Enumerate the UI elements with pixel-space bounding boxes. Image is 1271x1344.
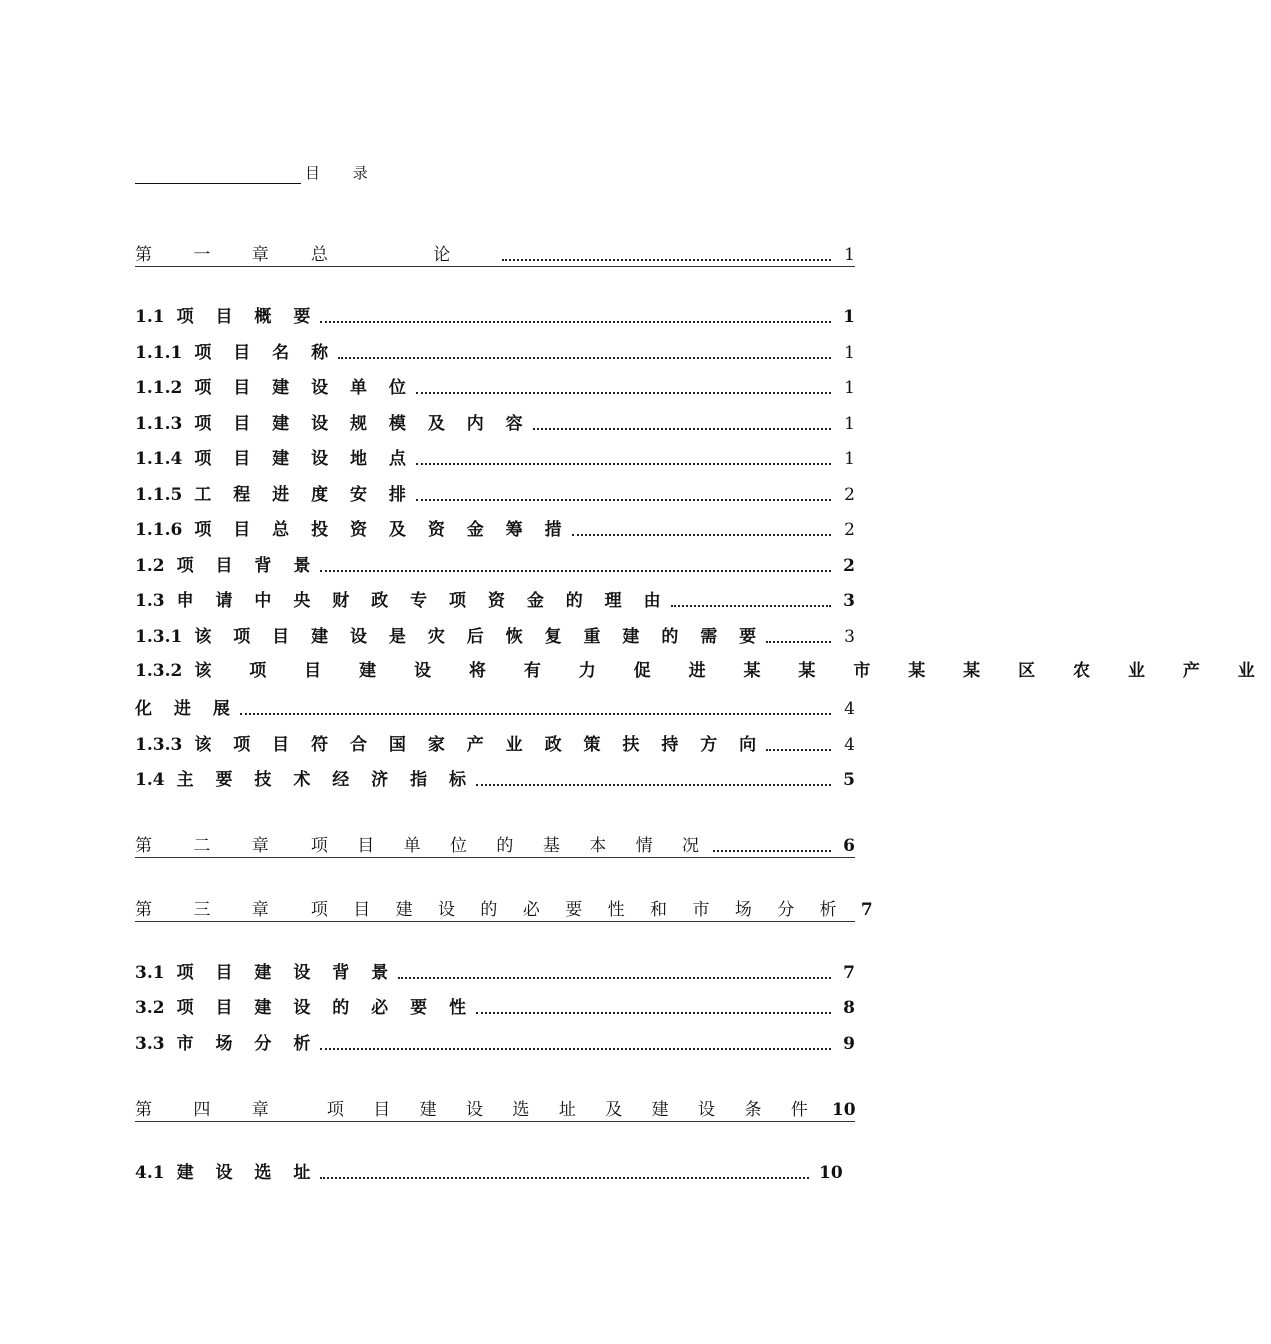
toc-entry-1-1-1[interactable] [135,340,855,364]
page-number: 1 [844,343,855,363]
toc-entry-1-1[interactable] [135,304,855,328]
toc-entry-1-1-4[interactable] [135,446,855,470]
entry-label: 化 进 展 [135,699,238,719]
dot-leader [416,391,831,394]
page-number: 1 [844,378,855,398]
chapter-label: 第 四 章 项 目 建 设 选 址 及 建 设 条 件 [135,1100,820,1120]
toc-entry-chapter-4[interactable] [135,1095,855,1122]
toc-header [135,162,382,184]
entry-label: 1.1 项 目 概 要 [135,307,319,327]
dot-leader [766,640,831,643]
toc-entry-1-3[interactable] [135,588,855,612]
toc-entry-1-4[interactable] [135,767,855,791]
page-number: 7 [860,900,873,920]
entry-label: 4.1 建 设 选 址 [135,1163,319,1183]
dot-leader [240,712,831,715]
toc-entry-4-1[interactable] [135,1160,855,1184]
page-number: 1 [844,245,855,265]
toc-entry-1-1-6[interactable] [135,517,855,541]
entry-label: 1.3.1 该 项 目 建 设 是 灾 后 恢 复 重 建 的 需 要 [135,627,765,647]
chapter-label: 第 三 章 项 目 建 设 的 必 要 性 和 市 场 分 析 [135,900,847,920]
page-number: 3 [843,591,855,611]
toc-entry-1-1-2[interactable] [135,375,855,399]
chapter-label: 第 一 章 总 论 [135,245,501,265]
entry-label: 1.3.3 该 项 目 符 合 国 家 产 业 政 策 扶 持 方 向 [135,735,765,755]
toc-entry-1-3-2-line1[interactable]: 1.3.2 该 项 目 建 设 将 有 力 促 进 某 某 市 某 某 区 农 业 产 业 [135,661,1271,681]
page-number: 1 [843,307,855,327]
page-number: 5 [843,770,855,790]
dot-leader [533,427,831,430]
toc-entry-1-1-5[interactable] [135,482,855,506]
entry-label: 1.2 项 目 背 景 [135,556,319,576]
dot-leader [416,498,831,501]
dot-leader [671,604,831,607]
dot-leader [502,258,831,261]
page-number: 1 [844,414,855,434]
dot-leader [766,748,831,751]
entry-label: 1.3 申 请 中 央 财 政 专 项 资 金 的 理 由 [135,591,669,611]
dot-leader [416,462,831,465]
toc-entry-3-3[interactable] [135,1031,855,1055]
page-number: 3 [844,627,855,647]
toc-entry-1-1-3[interactable] [135,411,855,435]
entry-label: 1.1.4 项 目 建 设 地 点 [135,449,414,469]
dot-leader [320,1176,809,1179]
toc-entry-1-2[interactable] [135,553,855,577]
page-number: 10 [819,1163,843,1183]
entry-label: 3.1 项 目 建 设 背 景 [135,963,397,983]
toc-entry-3-2[interactable] [135,995,855,1019]
toc-entry-chapter-3[interactable] [135,895,873,922]
entry-label: 1.1.1 项 目 名 称 [135,343,337,363]
entry-label: 1.4 主 要 技 术 经 济 指 标 [135,770,475,790]
toc-entry-3-1[interactable] [135,960,855,984]
header-rule [135,162,301,184]
entry-label: 3.3 市 场 分 析 [135,1034,319,1054]
dot-leader [320,320,831,323]
toc-entry-1-3-3[interactable] [135,732,855,756]
page-number: 4 [844,699,855,719]
page-number: 9 [843,1034,855,1054]
toc-entry-1-3-2-line2[interactable] [135,696,855,720]
dot-leader [713,849,831,852]
dot-leader [320,569,831,572]
page-number: 2 [844,520,855,540]
page-number: 10 [831,1100,856,1120]
entry-label: 3.2 项 目 建 设 的 必 要 性 [135,998,475,1018]
page-number: 6 [843,836,855,856]
page-number: 7 [843,963,855,983]
page-number: 1 [844,449,855,469]
dot-leader [572,533,831,536]
chapter-label: 第 二 章 项 目 单 位 的 基 本 情 况 [135,836,712,856]
dot-leader [476,783,831,786]
page-number: 4 [844,735,855,755]
page-number: 2 [844,485,855,505]
page-number: 2 [843,556,855,576]
toc-entry-chapter-1[interactable] [135,240,855,267]
toc-title: 目 录 [305,164,382,182]
dot-leader [320,1047,831,1050]
page-number: 8 [843,998,855,1018]
entry-label: 1.1.3 项 目 建 设 规 模 及 内 容 [135,414,531,434]
dot-leader [476,1011,831,1014]
entry-label: 1.1.6 项 目 总 投 资 及 资 金 筹 措 [135,520,570,540]
toc-entry-1-3-1[interactable] [135,624,855,648]
entry-label: 1.1.2 项 目 建 设 单 位 [135,378,414,398]
dot-leader [398,976,831,979]
toc-entry-chapter-2[interactable] [135,831,855,858]
entry-label: 1.1.5 工 程 进 度 安 排 [135,485,414,505]
dot-leader [338,356,831,359]
